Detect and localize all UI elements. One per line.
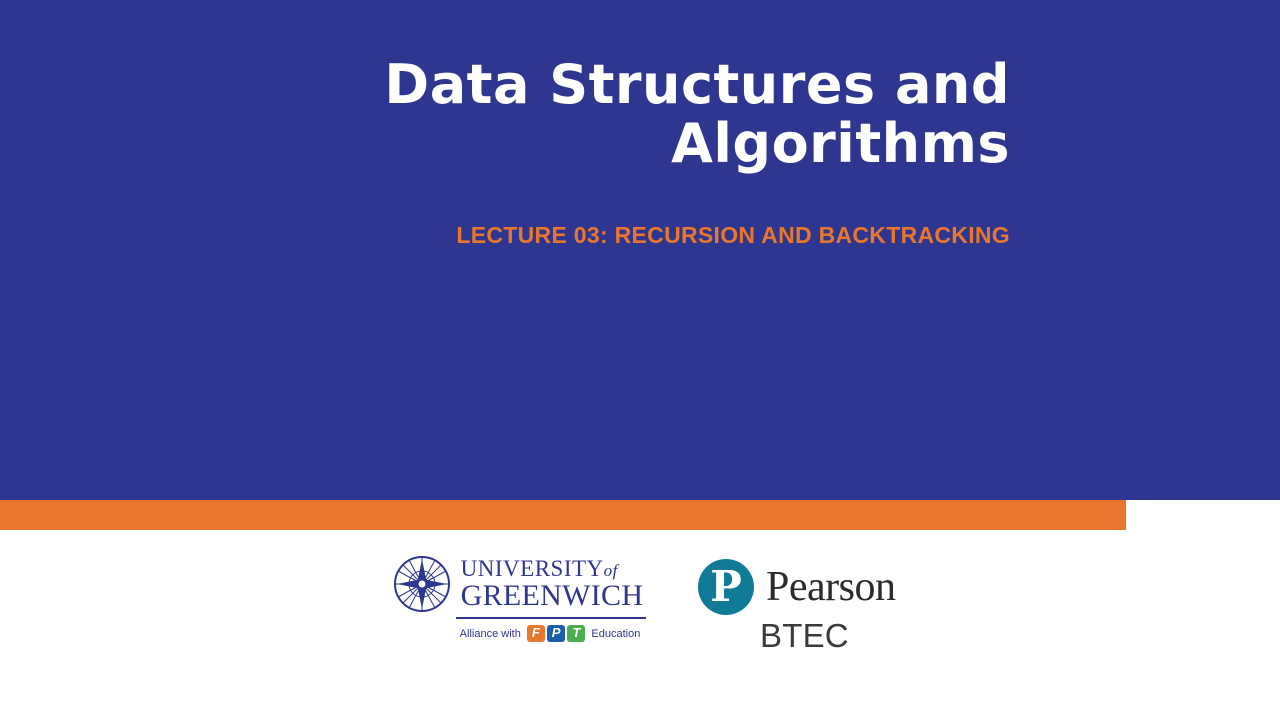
fpt-logo-icon xyxy=(527,625,586,642)
uog-line-2: GREENWICH xyxy=(460,578,644,612)
pearson-btec-logo xyxy=(698,559,895,655)
uog-wordmark xyxy=(460,555,644,612)
fpt-alliance-lockup xyxy=(460,625,641,642)
uog-university-word: UNIVERSITY xyxy=(460,555,604,581)
alliance-suffix-label: Education xyxy=(591,627,641,640)
uog-line-1 xyxy=(460,555,644,581)
pearson-p-icon: P xyxy=(698,559,754,615)
btec-wordmark: BTEC xyxy=(760,617,849,654)
fpt-letter-p: P xyxy=(547,625,566,642)
pearson-logo-row xyxy=(698,559,895,615)
uog-underline-rule xyxy=(456,617,646,619)
fpt-letter-t: T xyxy=(567,625,585,642)
orange-divider-band xyxy=(0,500,1126,530)
logo-row xyxy=(390,555,895,655)
pearson-wordmark: Pearson xyxy=(766,564,896,610)
footer-logo-area xyxy=(0,530,1280,720)
title-panel-right-edge xyxy=(1128,0,1280,500)
university-of-greenwich-logo xyxy=(390,555,646,642)
title-line-1: Data Structures and xyxy=(384,53,1010,116)
page-title xyxy=(310,55,1010,174)
lecture-subtitle: LECTURE 03: RECURSION AND BACKTRACKING xyxy=(456,222,1010,248)
uog-of-word: of xyxy=(603,560,618,580)
compass-rose-icon xyxy=(393,555,451,613)
fpt-letter-f: F xyxy=(527,625,545,642)
alliance-prefix-label: Alliance with xyxy=(459,627,521,640)
uog-logo-row xyxy=(393,555,644,613)
title-line-2: Algorithms xyxy=(671,112,1010,176)
